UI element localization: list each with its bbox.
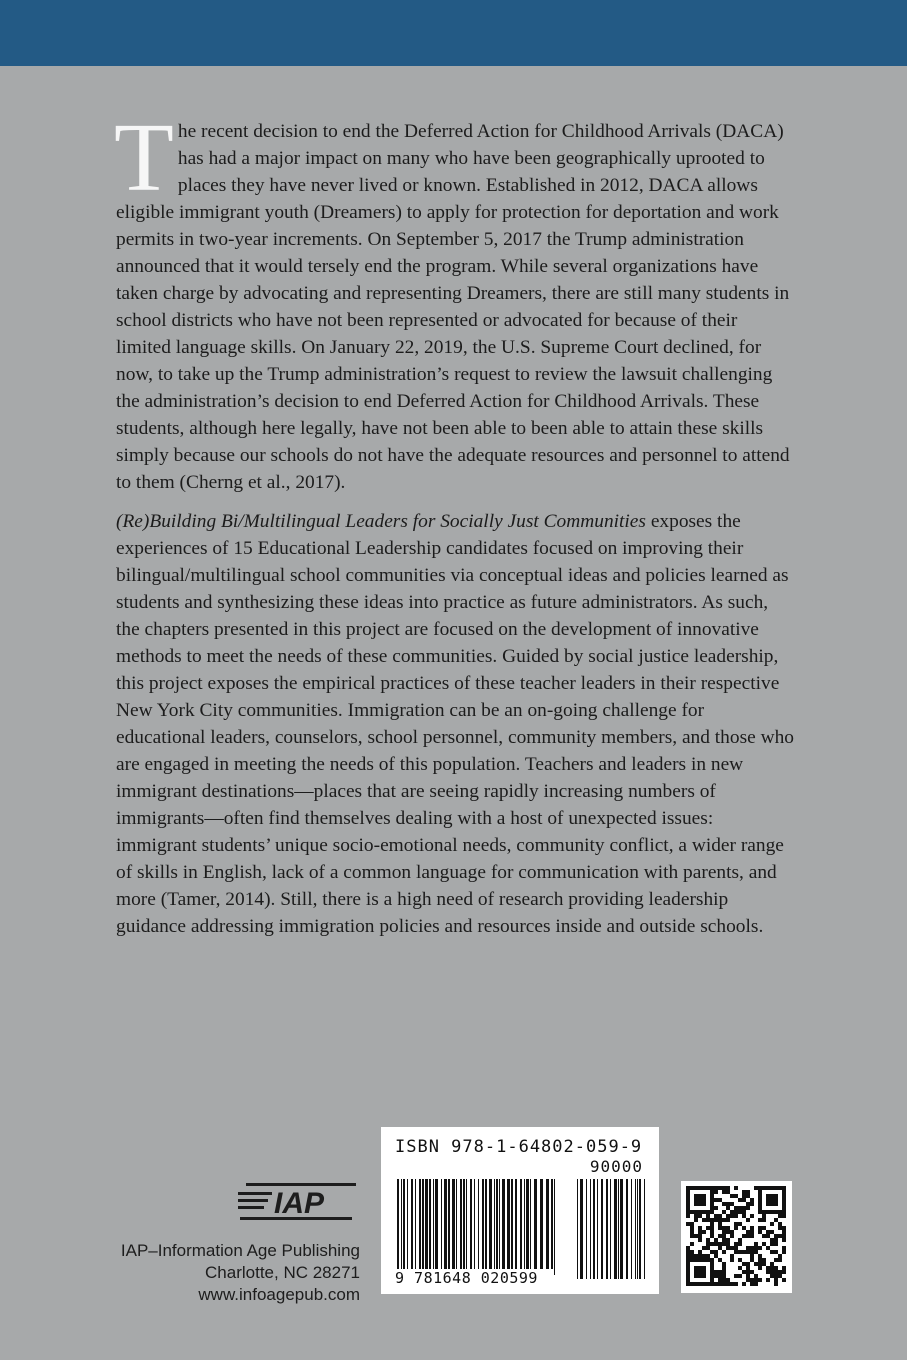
publisher-city: Charlotte, NC 28271 [205,1263,360,1282]
qr-code [681,1181,792,1293]
qr-code-icon [681,1181,792,1293]
blurb-paragraph-2 [116,508,796,940]
isbn-barcode [381,1127,659,1294]
paragraph-1-text: he recent decision to end the Deferred Action for Childhood Arrivals (DACA) has had a major impact on many who have been geographically uprooted to places they have never lived or known. Established in 2012, DACA allows eligible immigrant youth (Dreamers) to apply for protection for deportation and work permits in two-year increments. On September 5, 2017 the Trump administration announced that it would tersely end the program. While several organizations have taken charge by advocating and representing Dreamers, there are still many students in school districts who have not been represented or advocated for because of their limited language skills. On January 22, 2019, the U.S. Supreme Court declined, for now, to take up the Trump administration’s request to review the lawsuit challenging the administration’s decision to end Deferred Action for Childhood Arrivals. These students, although here legally, have not been able to been able to attain these skills simply because our schools do not have the adequate resources and personnel to attend to them (Cherng et al., 2017). [116,121,790,493]
barcode-bars-icon [395,1179,645,1279]
publisher-name: IAP–Information Age Publishing [120,1241,360,1260]
back-cover-blurb [114,104,796,952]
price-code: 90000 [589,1157,643,1176]
drop-cap: T [114,104,174,212]
iap-logo-icon [238,1180,360,1224]
publisher-block [100,1180,360,1306]
iap-logo-text: IAP [274,1187,325,1220]
paragraph-2-text: exposes the experiences of 15 Educational Leadership candidates focused on improving their bilingual/multilingual school communities via conceptual ideas and policies learned as students and synthesizing these ideas into practice as future administrators. As such, the chapters presented in this project are focused on the development of innovative methods to meet the needs of these communities. Guided by social justice leadership, this project exposes the empirical practices of these teacher leaders in their respective New York City communities. Immigration can be an on-going challenge for educational leaders, counselors, school personnel, community members, and those who are engaged in meeting the needs of this population. Teachers and leaders in new immigrant destinations—places that are seeing rapidly increasing numbers of immigrants—often find themselves dealing with a host of unexpected issues: immigrant students’ unique socio-emotional needs, community conflict, a wider range of skills in English, lack of a common language for communication with parents, and more (Tamer, 2014). Still, there is a high need of research providing leadership guidance addressing immigration policies and resources inside and outside schools. [116,511,794,937]
book-title: (Re)Building Bi/Multilingual Leaders for Socially Just Communities [116,511,646,532]
barcode-digits: 9 781648 020599 [395,1269,553,1287]
isbn-label: ISBN 978-1-64802-059-9 [395,1137,643,1157]
blurb-paragraph-1 [114,104,796,496]
publisher-website[interactable]: www.infoagepub.com [198,1285,360,1304]
top-color-band [0,0,907,66]
